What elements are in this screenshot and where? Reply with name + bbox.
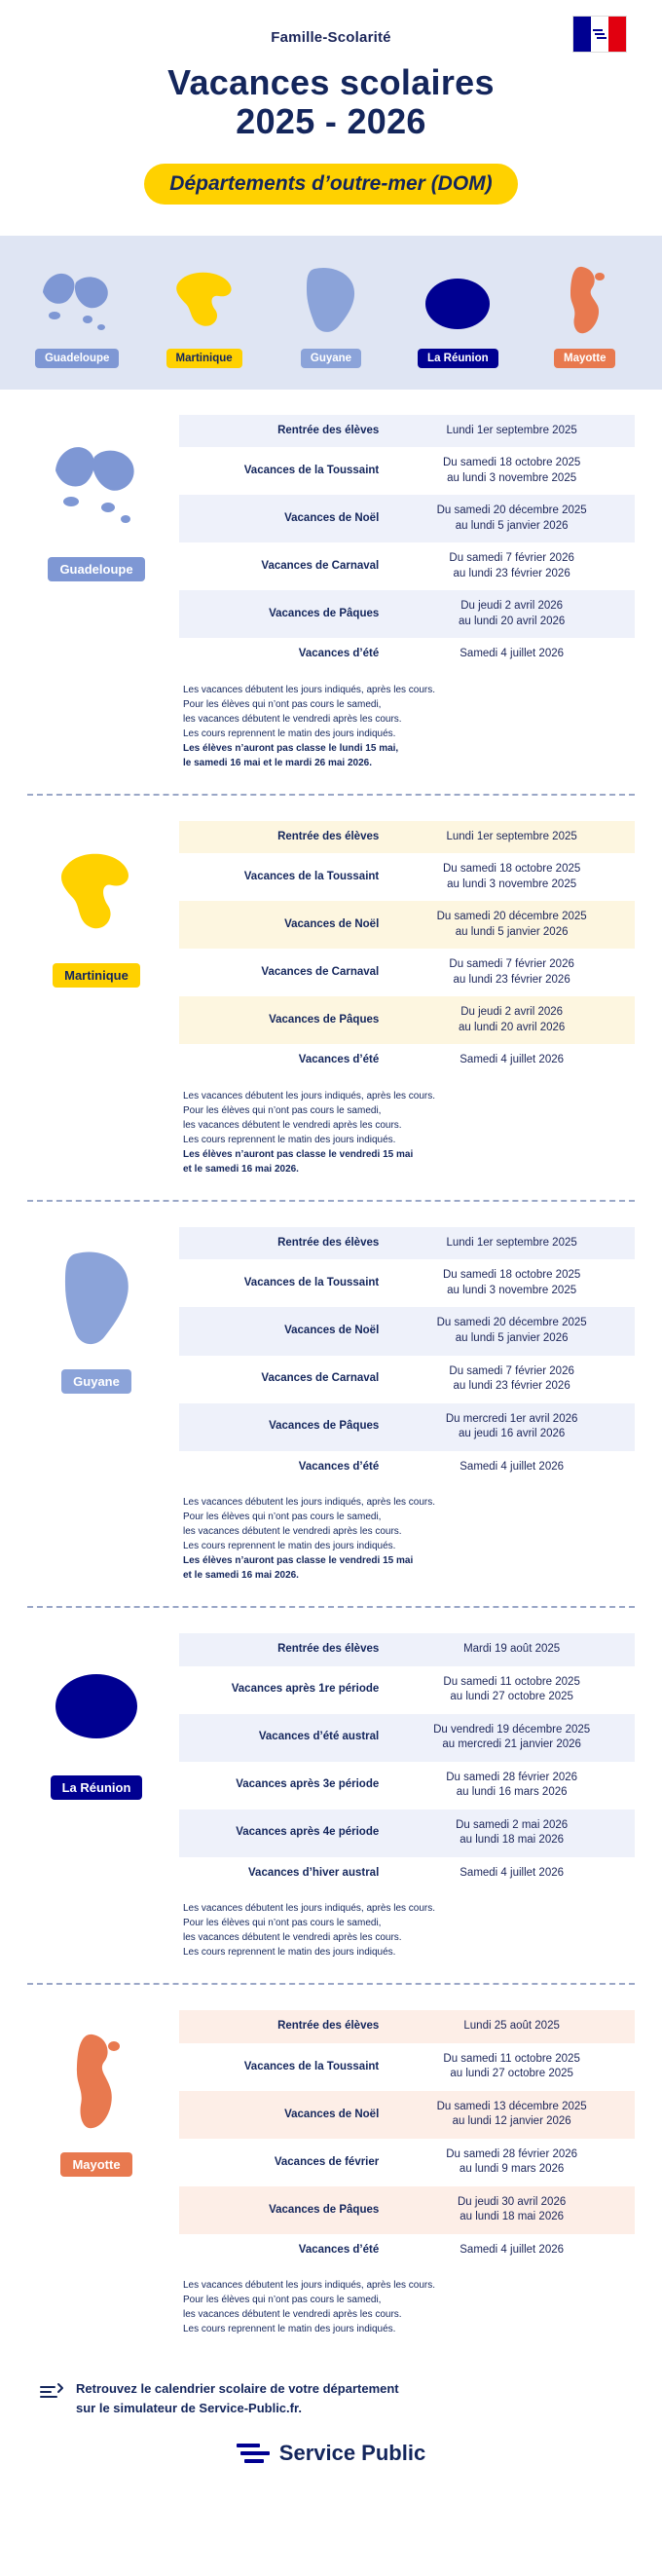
region-block-guadeloupe <box>0 390 662 788</box>
calendar-value-line: au jeudi 16 avril 2026 <box>458 1428 566 1440</box>
calendar-row <box>179 1857 635 1890</box>
calendar-value <box>388 2010 635 2043</box>
calendar-value <box>388 495 635 542</box>
calendar-value-line: Du samedi 7 février 2026 <box>449 1364 574 1377</box>
calendar-label: Vacances de la Toussaint <box>243 871 380 883</box>
calendar-value-line: Du samedi 18 octobre 2025 <box>442 863 581 876</box>
calendar-row <box>179 2234 635 2267</box>
region-note-line: les vacances débutent le vendredi après les cours. <box>183 1119 402 1131</box>
calendar-label: Vacances de Noël <box>179 901 388 949</box>
region-table-martinique <box>179 821 635 1176</box>
calendar-value-line: au lundi 5 janvier 2026 <box>455 925 569 938</box>
region-table-mayotte <box>179 2010 635 2336</box>
page-title-line1: Vacances scolaires <box>167 62 495 102</box>
calendar-value <box>388 1044 635 1077</box>
map-chip-guyane: Guyane <box>301 349 361 368</box>
calendar-value-line: au mercredi 21 janvier 2026 <box>442 1738 581 1751</box>
calendar-value-line: Samedi 4 juillet 2026 <box>460 1460 565 1473</box>
region-chip-guadeloupe: Guadeloupe <box>48 557 144 581</box>
calendar-row <box>179 1762 635 1810</box>
calendar-row <box>179 590 635 638</box>
page-title <box>39 63 623 142</box>
footer-cta-line1: Retrouvez le calendrier scolaire de votre département <box>76 2381 399 2397</box>
mayotte-map-icon <box>527 261 644 339</box>
region-note-line: Pour les élèves qui n’ont pas cours le samedi, <box>183 2295 382 2306</box>
region-note-line: Les élèves n’auront pas classe le vendredi 15 mai <box>183 1148 414 1160</box>
calendar-value <box>388 949 635 996</box>
calendar-row <box>179 1810 635 1857</box>
calendar-row <box>179 2186 635 2234</box>
calendar-value <box>388 2139 635 2186</box>
calendar-table <box>179 1633 635 1889</box>
region-note-line: Les élèves n’auront pas classe le vendredi 15 mai <box>183 1555 414 1567</box>
calendar-value-line: au lundi 5 janvier 2026 <box>455 1332 569 1344</box>
la-reunion-map-icon <box>23 1649 169 1764</box>
guadeloupe-map-icon <box>23 430 169 545</box>
calendar-value-line: Du samedi 7 février 2026 <box>449 958 574 971</box>
simulator-icon <box>39 2379 64 2409</box>
la-reunion-map-icon <box>399 261 516 339</box>
region-map-mayotte <box>23 2010 169 2177</box>
calendar-value <box>388 1259 635 1307</box>
calendar-row <box>179 447 635 495</box>
calendar-value <box>388 2186 635 2234</box>
calendar-label: Vacances de Pâques <box>179 590 388 638</box>
calendar-row <box>179 1633 635 1666</box>
region-note-line: Les cours reprennent le matin des jours indiqués. <box>183 2324 396 2335</box>
calendar-label: Vacances d’hiver austral <box>248 1866 380 1879</box>
calendar-value <box>388 1403 635 1451</box>
calendar-value-line: au lundi 23 février 2026 <box>453 973 570 986</box>
service-public-mark-icon <box>237 2441 270 2466</box>
calendar-value <box>388 415 635 448</box>
region-note-line: Les cours reprennent le matin des jours indiqués. <box>183 728 396 739</box>
calendar-value-line: au lundi 9 mars 2026 <box>459 2163 565 2176</box>
calendar-value <box>388 1857 635 1890</box>
calendar-label: Vacances de Pâques <box>179 996 388 1044</box>
footer-cta <box>0 2354 662 2427</box>
region-map-guyane <box>23 1227 169 1394</box>
calendar-label: Vacances de Pâques <box>179 1403 388 1451</box>
calendar-value-line: Du samedi 2 mai 2026 <box>456 1818 569 1831</box>
mayotte-map-icon <box>23 2026 169 2141</box>
calendar-value-line: Lundi 25 août 2025 <box>463 2020 560 2033</box>
region-notes <box>179 2278 635 2336</box>
calendar-row <box>179 2010 635 2043</box>
region-note-line: Les élèves n’auront pas classe le lundi 15 mai, <box>183 742 399 754</box>
guadeloupe-map-icon <box>18 261 135 339</box>
calendar-value-line: au lundi 20 avril 2026 <box>458 615 566 627</box>
calendar-value <box>388 1810 635 1857</box>
map-chip-la-reunion: La Réunion <box>418 349 498 368</box>
region-note-line: Pour les élèves qui n’ont pas cours le samedi, <box>183 1918 382 1929</box>
calendar-value <box>388 590 635 638</box>
calendar-value-line: Du samedi 20 décembre 2025 <box>436 911 587 923</box>
region-note-line: les vacances débutent le vendredi après les cours. <box>183 713 402 725</box>
region-chip-martinique: Martinique <box>53 963 140 988</box>
footer-cta-line2: sur le simulateur de Service-Public.fr. <box>76 2400 302 2415</box>
calendar-value-line: Lundi 1er septembre 2025 <box>446 1236 577 1249</box>
region-note-line: les vacances débutent le vendredi après les cours. <box>183 2309 402 2321</box>
service-public-logo <box>0 2427 662 2491</box>
region-note-line: Les cours reprennent le matin des jours indiqués. <box>183 1947 396 1959</box>
calendar-value-line: Du samedi 18 octobre 2025 <box>442 1269 581 1282</box>
footer-cta-text <box>76 2379 399 2417</box>
calendar-label: Vacances d’été austral <box>179 1714 388 1762</box>
martinique-map-icon <box>23 837 169 952</box>
calendar-value <box>388 1633 635 1666</box>
calendar-value <box>388 853 635 901</box>
calendar-label: Vacances de la Toussaint <box>243 464 380 476</box>
calendar-label: Rentrée des élèves <box>179 2010 388 2043</box>
calendar-row <box>179 1714 635 1762</box>
region-note-line: Les vacances débutent les jours indiqués, après les cours. <box>183 684 436 695</box>
eyebrow-label: Famille-Scolarité <box>271 29 391 46</box>
calendar-value <box>388 1356 635 1403</box>
calendar-row <box>179 821 635 854</box>
guyane-map-icon <box>273 261 389 339</box>
dom-banner: Départements d’outre-mer (DOM) <box>144 164 517 205</box>
calendar-label: Rentrée des élèves <box>179 1227 388 1260</box>
calendar-label: Vacances d’été <box>298 648 380 660</box>
calendar-row <box>179 638 635 671</box>
calendar-value-line: Du samedi 28 février 2026 <box>446 1771 578 1783</box>
region-map-guadeloupe <box>23 415 169 581</box>
calendar-value-line: au lundi 23 février 2026 <box>453 567 570 579</box>
calendar-row <box>179 415 635 448</box>
calendar-value <box>388 821 635 854</box>
service-public-wordmark: Service Public <box>278 2441 426 2466</box>
calendar-value-line: au lundi 23 février 2026 <box>453 1380 570 1393</box>
region-block-martinique <box>0 796 662 1194</box>
region-notes <box>179 683 635 770</box>
calendar-value <box>388 901 635 949</box>
calendar-row <box>179 542 635 590</box>
region-map-la-reunion <box>23 1633 169 1800</box>
calendar-value-line: Samedi 4 juillet 2026 <box>460 2243 565 2256</box>
region-note-line: et le samedi 16 mai 2026. <box>183 1163 299 1175</box>
calendar-label: Vacances de Noël <box>179 495 388 542</box>
dom-banner-wrap <box>39 164 623 205</box>
calendar-label: Vacances de février <box>274 2155 380 2168</box>
calendar-value-line: Du samedi 11 octobre 2025 <box>443 1675 580 1688</box>
region-note-line: les vacances débutent le vendredi après les cours. <box>183 1526 402 1538</box>
calendar-row <box>179 1227 635 1260</box>
calendar-value <box>388 447 635 495</box>
calendar-label: Vacances après 4e période <box>179 1810 388 1857</box>
region-note-line: Les vacances débutent les jours indiqués, après les cours. <box>183 2280 436 2292</box>
calendar-value-line: au lundi 27 octobre 2025 <box>450 1691 573 1703</box>
calendar-label: Vacances de Noël <box>179 1307 388 1355</box>
calendar-label: Rentrée des élèves <box>179 821 388 854</box>
region-note-line: Les vacances débutent les jours indiqués, après les cours. <box>183 1090 436 1101</box>
calendar-label: Vacances après 1re période <box>231 1683 380 1696</box>
calendar-label: Vacances d’été <box>298 1054 380 1066</box>
calendar-label: Vacances de la Toussaint <box>243 1277 380 1289</box>
map-item-la-reunion <box>399 261 516 368</box>
region-note-line: Les cours reprennent le matin des jours indiqués. <box>183 1134 396 1145</box>
calendar-value <box>388 1714 635 1762</box>
calendar-value-line: au lundi 27 octobre 2025 <box>450 2068 573 2080</box>
calendar-value-line: au lundi 20 avril 2026 <box>458 1021 566 1033</box>
calendar-value-line: au lundi 3 novembre 2025 <box>447 1284 577 1296</box>
martinique-map-icon <box>146 261 263 339</box>
calendar-value-line: Mardi 19 août 2025 <box>463 1643 561 1656</box>
calendar-label: Vacances après 3e période <box>236 1778 380 1791</box>
calendar-label: Vacances de Carnaval <box>261 559 380 572</box>
calendar-row <box>179 2139 635 2186</box>
calendar-value-line: Du samedi 20 décembre 2025 <box>436 1317 587 1329</box>
region-chip-guyane: Guyane <box>61 1369 131 1394</box>
region-note-line: et le samedi 16 mai 2026. <box>183 1570 299 1582</box>
calendar-value-line: Du samedi 11 octobre 2025 <box>443 2052 580 2065</box>
calendar-row <box>179 1403 635 1451</box>
calendar-value <box>388 638 635 671</box>
map-chip-guadeloupe: Guadeloupe <box>35 349 119 368</box>
regions-container <box>0 390 662 2355</box>
map-item-guyane <box>273 261 389 368</box>
region-table-la-reunion <box>179 1633 635 1960</box>
region-note-line: le samedi 16 mai et le mardi 26 mai 2026. <box>183 757 373 768</box>
calendar-row <box>179 1044 635 1077</box>
calendar-value <box>388 1666 635 1714</box>
calendar-value <box>388 2091 635 2139</box>
calendar-value <box>388 1307 635 1355</box>
french-flag-icon <box>572 16 627 53</box>
region-table-guyane <box>179 1227 635 1583</box>
map-item-martinique <box>146 261 263 368</box>
region-note-line: Les vacances débutent les jours indiqués, après les cours. <box>183 1903 436 1915</box>
calendar-value-line: au lundi 5 janvier 2026 <box>455 519 569 532</box>
region-note-line: Pour les élèves qui n’ont pas cours le samedi, <box>183 1104 382 1116</box>
calendar-value-line: Du samedi 20 décembre 2025 <box>436 504 587 517</box>
calendar-row <box>179 901 635 949</box>
region-note-line: Les vacances débutent les jours indiqués, après les cours. <box>183 1497 436 1509</box>
calendar-value <box>388 996 635 1044</box>
calendar-value-line: Du jeudi 2 avril 2026 <box>460 1006 564 1019</box>
calendar-value <box>388 1762 635 1810</box>
region-block-la-reunion <box>0 1608 662 1977</box>
calendar-value-line: Du samedi 28 février 2026 <box>446 2147 578 2160</box>
calendar-value-line: au lundi 3 novembre 2025 <box>447 877 577 890</box>
region-note-line: Les cours reprennent le matin des jours indiqués. <box>183 1541 396 1552</box>
calendar-row <box>179 1451 635 1484</box>
calendar-value-line: Du samedi 13 décembre 2025 <box>436 2100 587 2112</box>
calendar-table <box>179 1227 635 1483</box>
guyane-map-icon <box>23 1243 169 1358</box>
calendar-label: Vacances de la Toussaint <box>243 2060 380 2072</box>
calendar-value <box>388 2234 635 2267</box>
calendar-row <box>179 949 635 996</box>
calendar-value-line: Samedi 4 juillet 2026 <box>460 648 565 660</box>
calendar-table <box>179 821 635 1077</box>
calendar-label: Vacances d’été <box>298 1460 380 1473</box>
region-chip-mayotte: Mayotte <box>60 2152 131 2177</box>
calendar-value <box>388 542 635 590</box>
region-notes <box>179 1901 635 1960</box>
region-block-guyane <box>0 1202 662 1600</box>
region-map-martinique <box>23 821 169 988</box>
map-chip-mayotte: Mayotte <box>554 349 615 368</box>
region-block-mayotte <box>0 1985 662 2354</box>
page-title-line2: 2025 - 2026 <box>236 101 426 142</box>
calendar-row <box>179 1666 635 1714</box>
calendar-value-line: Lundi 1er septembre 2025 <box>446 424 577 436</box>
calendar-value-line: Samedi 4 juillet 2026 <box>460 1054 565 1066</box>
calendar-value-line: au lundi 3 novembre 2025 <box>447 471 577 484</box>
calendar-value-line: Du jeudi 30 avril 2026 <box>458 2195 567 2208</box>
calendar-row <box>179 1259 635 1307</box>
header <box>0 0 662 214</box>
calendar-value-line: au lundi 12 janvier 2026 <box>452 2115 571 2128</box>
region-notes <box>179 1089 635 1176</box>
calendar-value-line: Lundi 1er septembre 2025 <box>446 830 577 842</box>
map-item-mayotte <box>527 261 644 368</box>
calendar-value-line: Du samedi 7 février 2026 <box>449 552 574 565</box>
calendar-value <box>388 2043 635 2091</box>
calendar-label: Vacances de Pâques <box>179 2186 388 2234</box>
region-note-line: Pour les élèves qui n’ont pas cours le samedi, <box>183 698 382 710</box>
calendar-label: Vacances d’été <box>298 2243 380 2256</box>
calendar-label: Vacances de Carnaval <box>261 1372 380 1385</box>
calendar-value-line: au lundi 18 mai 2026 <box>460 1834 565 1847</box>
calendar-value <box>388 1451 635 1484</box>
calendar-value-line: Du jeudi 2 avril 2026 <box>460 600 564 613</box>
region-chip-la-reunion: La Réunion <box>51 1775 143 1800</box>
calendar-value-line: Samedi 4 juillet 2026 <box>460 1866 565 1879</box>
calendar-row <box>179 853 635 901</box>
calendar-row <box>179 2043 635 2091</box>
map-item-guadeloupe <box>18 261 135 368</box>
calendar-value-line: au lundi 18 mai 2026 <box>460 2211 565 2223</box>
calendar-label: Rentrée des élèves <box>179 1633 388 1666</box>
calendar-value-line: Du samedi 18 octobre 2025 <box>442 457 581 469</box>
calendar-row <box>179 996 635 1044</box>
calendar-label: Rentrée des élèves <box>179 415 388 448</box>
calendar-row <box>179 1307 635 1355</box>
calendar-value <box>388 1227 635 1260</box>
calendar-label: Vacances de Carnaval <box>261 966 380 979</box>
calendar-table <box>179 415 635 671</box>
calendar-row <box>179 2091 635 2139</box>
region-table-guadeloupe <box>179 415 635 770</box>
calendar-value-line: Du mercredi 1er avril 2026 <box>445 1412 578 1425</box>
map-strip <box>0 236 662 390</box>
calendar-table <box>179 2010 635 2266</box>
region-note-line: Pour les élèves qui n’ont pas cours le samedi, <box>183 1512 382 1523</box>
region-notes <box>179 1495 635 1583</box>
calendar-label: Vacances de Noël <box>179 2091 388 2139</box>
calendar-value-line: Du vendredi 19 décembre 2025 <box>433 1723 591 1736</box>
calendar-row <box>179 495 635 542</box>
calendar-row <box>179 1356 635 1403</box>
map-chip-martinique: Martinique <box>166 349 242 368</box>
calendar-value-line: au lundi 16 mars 2026 <box>456 1786 568 1799</box>
region-note-line: les vacances débutent le vendredi après les cours. <box>183 1932 402 1944</box>
